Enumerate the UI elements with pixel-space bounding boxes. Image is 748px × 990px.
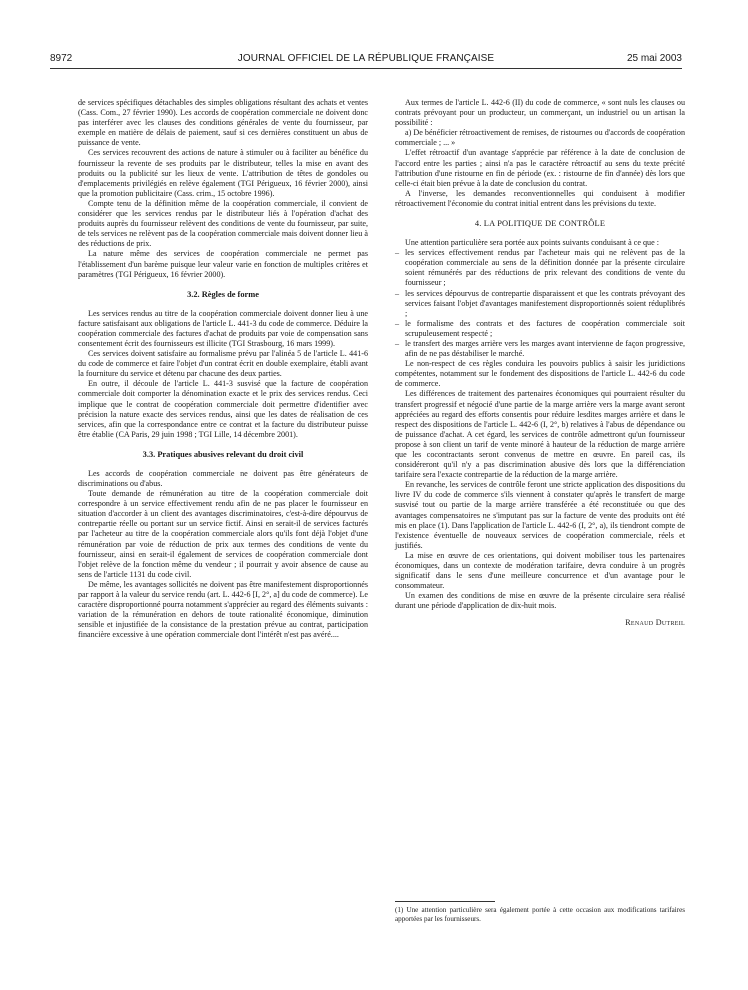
paragraph: Une attention particulière sera portée aux points suivants conduisant à ce que :: [405, 238, 659, 248]
paragraph: Un examen des conditions de mise en œuvre de la présente circulaire sera réalisé durant une période d'application de dix-huit mois.: [395, 591, 685, 611]
issue-date: 25 mai 2003: [626, 53, 682, 64]
paragraph: Les différences de traitement des partenaires économiques qui pourraient résulter du transfert progressif et négocié d'une partie de la marge arrière vers la marge avant seront appréciées au regard des efforts consentis pour réduire lesdites marges arrière et dans le respect des dispositions de l'article L. 442-6 (I, 2°, b) relatives à l'abus de dépendance ou de puissance d'achat. A cet égard, les services de contrôle admettront qu'un fournisseur propose à son client un tarif de vente minoré à hauteur de la réduction de marge arrière que les cocontractants seront convenus de mettre en œuvre. En pareil cas, ils considéreront qu'il n'y a pas discrimination abusive dès lors que la différenciation tarifaire sera l'exacte contrepartie de la réduction de la marge arrière.: [395, 389, 685, 480]
paragraph: Ces services doivent satisfaire au formalisme prévu par l'alinéa 5 de l'article L. 441-6 du code de commerce et faire l'objet d'un contrat écrit en double exemplaire, établi avant la fourniture du service et détenu par chacune des deux parties.: [78, 349, 368, 379]
list-item: [395, 319, 685, 339]
paragraph: De même, les avantages sollicités ne doivent pas être manifestement disproportionnés par rapport à la valeur du service rendu (art. L. 442-6 [I, 2°, a] du code de commerce). Le caractère disproportionné pourra notamment s'apprécier au regard des éléments suivants : variation de la rémunération en dehors de toute rationalité économique, diminution sensible et injustifiée de la consistance de la prestation prévue au contrat, participation financière excessive à une opération commerciale dont l'intérêt n'est pas avéré....: [78, 579, 368, 640]
list-item: [395, 339, 685, 359]
left-column: [78, 98, 368, 641]
paragraph: Ces services recouvrent des actions de nature à stimuler ou à faciliter au bénéfice du fournisseur la revente de ses produits par le distributeur, telles la mise en avant des produits ou la publicité sur les lieux de vente. L'attribution de têtes de gondoles ou d'emplacements privilégiés en relève également (TGI Périgueux, 16 février 2000), ainsi que la promotion publicitaire (Cass. crim., 15 octobre 1996).: [78, 148, 368, 198]
list-item-text: le formalisme des contrats et des factures de coopération commerciale soit scrupuleusement respecté ;: [405, 318, 685, 338]
paragraph: En revanche, les services de contrôle feront une stricte application des dispositions du livre IV du code de commerce s'ils viennent à constater qu'après le transfert de marge susvisé tout ou partie de la marge arrière transférée a été reconstituée ou que des avantages compensatoires ne s'imputant pas sur la facture de vente des produits ont été mis en place (1). Dans l'application de l'article L. 442-6 (I, 2°, a), ils tiendront compte de l'existence éventuelle de nouveaux services de coopération commerciale, réels et justifiés.: [395, 480, 685, 550]
dash-marker: –: [395, 338, 400, 348]
footnote: (1) Une attention particulière sera également portée à cette occasion aux modifications tarifaires apportées par les fournisseurs.: [395, 906, 685, 923]
section-heading-4: 4. LA POLITIQUE DE CONTRÔLE: [474, 219, 606, 229]
list-item-text: les services effectivement rendus par l'acheteur mais qui ne relèvent pas de la coopération commerciale au sens de la définition donnée par la présente circulaire soient rémunérés par des réductions de prix relevant des conditions de vente du fournisseur ;: [405, 248, 685, 288]
paragraph: Les services rendus au titre de la coopération commerciale doivent donner lieu à une facture satisfaisant aux obligations de l'article L. 441-3 du code de commerce. Déduire la coopération commerciale des factures d'achat de produits par voie de compensation sans consentement écrit des fournisseurs est illicite (TGI Strasbourg, 16 mars 1999).: [78, 308, 368, 348]
paragraph: de services spécifiques détachables des simples obligations résultant des achats et ventes (Cass. Com., 27 février 1990). Les accords de coopération commerciale ne doivent donc pas interférer avec les clauses des conditions générales de vente du fournisseur, par exemple en matière de délais de paiement, sauf si ces dernières constituent un abus de puissance de vente.: [78, 98, 368, 148]
list-item: [395, 289, 685, 319]
control-points-list: [395, 248, 685, 359]
paragraph: L'effet rétroactif d'un avantage s'apprécie par référence à la date de conclusion de l'accord entre les parties ; ainsi n'a pas le caractère rétroactif au sens du texte précité l'attribution d'une ristourne en fin de période (ex. : ristourne de fin d'année) dès lors que celle-ci était bien prévue à la date de conclusion du contrat.: [395, 148, 685, 188]
journal-title: JOURNAL OFFICIEL DE LA RÉPUBLIQUE FRANÇAISE: [237, 53, 495, 64]
section-heading-3-2: 3.2. Règles de forme: [187, 289, 259, 299]
page-number: 8972: [50, 53, 73, 64]
paragraph: A l'inverse, les demandes reconventionnelles qui conduisent à modifier rétroactivement l'économie du contrat initial entrent dans les prévisions du texte.: [395, 188, 685, 208]
dash-marker: –: [395, 318, 400, 328]
page-header: [50, 52, 682, 66]
list-item: [395, 248, 685, 288]
paragraph: Les accords de coopération commerciale ne doivent pas être générateurs de discriminations ou d'abus.: [78, 468, 368, 488]
paragraph: Toute demande de rémunération au titre de la coopération commerciale doit correspondre à un service effectivement rendu afin de ne pas placer le fournisseur en situation d'accorder à un client des avantages discriminatoires, c'est-à-dire dépourvus de contrepartie réelle ou portant sur un service fictif. Ainsi en serait-il de services facturés par l'acheteur au titre de la coopération commerciale alors qu'ils font déjà l'objet d'une rémunération par voie de réduction de prix aux termes des conditions de vente du fournisseur, ainsi en serait-il également de services de coopération commerciale dont l'objet relève de la fonction même du vendeur ; il pourrait y avoir absence de cause au sens de l'article 1131 du code civil.: [78, 489, 368, 579]
paragraph: Compte tenu de la définition même de la coopération commerciale, il convient de considérer que les services rendus par le distributeur liés à l'opération d'achat des produits auprès du fournisseur relèvent des conditions de vente du fournisseur, par suite, de tels services ne relèvent pas de la coopération commerciale mais doivent donner lieu à des réductions de prix.: [78, 198, 368, 249]
dash-marker: –: [395, 288, 400, 298]
list-item-text: les services dépourvus de contrepartie disparaissent et que les contrats prévoyant des services faisant l'objet d'avantages manifestement disproportionnés soient réduplibrés ;: [405, 288, 685, 318]
paragraph: La mise en œuvre de ces orientations, qui doivent mobiliser tous les partenaires économiques, dans un contexte de modération tarifaire, devra conduire à un progrès significatif dans le sens d'une meilleure concurrence et d'un avantage pour le consommateur.: [395, 550, 685, 591]
dash-marker: –: [395, 248, 400, 258]
list-item-text: le transfert des marges arrière vers les marges avant intervienne de façon progressive, afin de ne pas déstabiliser le marché.: [405, 338, 685, 359]
paragraph: La nature même des services de coopération commerciale ne permet pas l'établissement d'un barème puisque leur valeur varie en fonction de multiples critères et paramètres (TGI Périgueux, 16 février 2000).: [78, 249, 368, 279]
footnote-rule: [395, 901, 495, 902]
signature: Renaud Dutreil: [625, 617, 685, 627]
paragraph: Le non-respect de ces règles conduira les pouvoirs publics à saisir les juridictions compétentes, notamment sur le fondement des dispositions de l'article L. 442-6 du code de commerce.: [395, 359, 685, 389]
section-heading-3-3: 3.3. Pratiques abusives relevant du droit civil: [142, 449, 304, 459]
paragraph: En outre, il découle de l'article L. 441-3 susvisé que la facture de coopération commerciale doit comporter la dénomination exacte et le prix des services rendus. Ceci implique que le contrat de coopération commerciale doit permettre d'identifier avec précision la nature exacte des services rendus, ainsi que les dates de réalisation de ces services, afin que la correspondance entre ce contrat et la facture du distributeur puisse être établie (CA Paris, 29 juin 1998 ; TGI Lille, 14 décembre 2001).: [78, 379, 368, 439]
paragraph: Aux termes de l'article L. 442-6 (II) du code de commerce, « sont nuls les clauses ou contrats prévoyant pour un producteur, un commerçant, un industriel ou un artisan la possibilité :: [395, 98, 685, 128]
right-column: [395, 98, 685, 628]
paragraph: a) De bénéficier rétroactivement de remises, de ristournes ou d'accords de coopération commerciale ; ... »: [395, 128, 685, 148]
header-rule: [50, 68, 682, 69]
